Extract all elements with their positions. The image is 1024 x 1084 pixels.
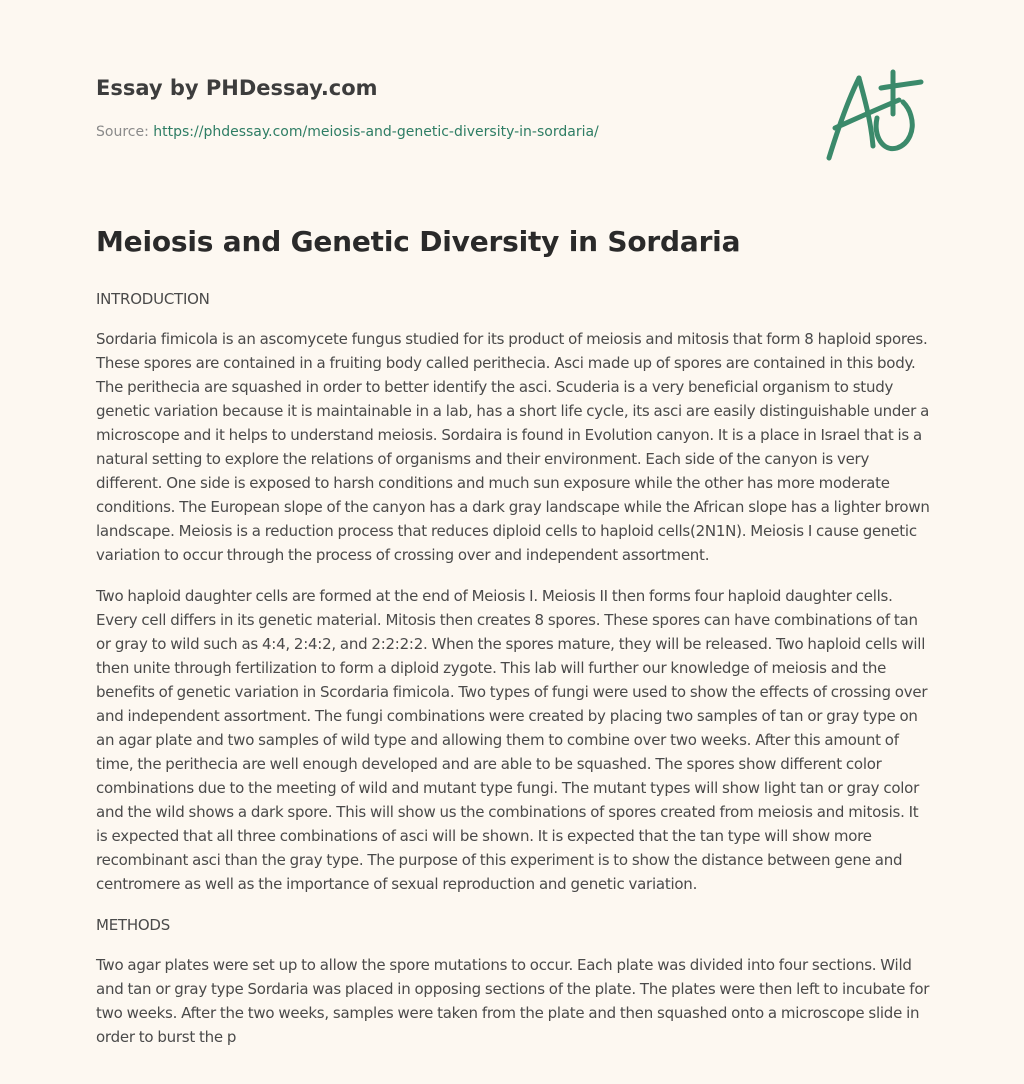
essay-body [96,287,932,1066]
section-heading-methods: METHODS [96,916,170,934]
paragraph: Two agar plates were set up to allow the spore mutations to occur. Each plate was divided into four sections. Wild and tan or gray type Sordaria was placed in opposing sections of the plate. The plates were then left to incubate for two weeks. After the two weeks, samples were taken from the plate and then squashed onto a microscope slide in order to burst the p [96,956,930,1046]
a-plus-logo-icon [823,66,927,166]
source-link[interactable]: https://phdessay.com/meiosis-and-genetic-diversity-in-sordaria/ [153,124,599,140]
section-heading-introduction: INTRODUCTION [96,290,210,308]
paragraph: Two haploid daughter cells are formed at the end of Meiosis I. Meiosis II then forms four haploid daughter cells. Every cell differs in its genetic material. Mitosis then creates 8 spores. These spores can have combinations of tan or gray to wild such as 4:4, 2:4:2, and 2:2:2:2. When the spores mature, they will be released. Two haploid cells will then unite through fertilization to form a diploid zygote. This lab will further our knowledge of meiosis and the benefits of genetic variation in Scordaria fimicola. Two types of fungi were used to show the effects of crossing over and independent assortment. The fungi combinations were created by placing two samples of tan or gray type on an agar plate and two samples of wild type and allowing them to combine over two weeks. After this amount of time, the perithecia are well enough developed and are able to be squashed. The spores show different color combinations due to the meeting of wild and mutant type fungi. The mutant types will show light tan or gray color and the wild shows a dark spore. This will show us the combinations of spores created from meiosis and mitosis. It is expected that all three combinations of asci will be shown. It is expected that the tan type will show more recombinant asci than the gray type. The purpose of this experiment is to show the distance between gene and centromere as well as the importance of sexual reproduction and genetic variation. [96,587,928,893]
source-label: Source: [96,124,149,140]
source-line [96,124,599,140]
site-title: Essay by PHDessay.com [96,76,378,100]
paragraph: Sordaria fimicola is an ascomycete fungus studied for its product of meiosis and mitosis that form 8 haploid spores. These spores are contained in a fruiting body called perithecia. Asci made up of spores are contained in this body. The perithecia are squashed in order to better identify the asci. Scuderia is a very beneficial organism to study genetic variation because it is maintainable in a lab, has a short life cycle, its asci are easily distinguishable under a microscope and it helps to understand meiosis. Sordaira is found in Evolution canyon. It is a place in Israel that is a natural setting to explore the relations of organisms and their environment. Each side of the canyon is very different. One side is exposed to harsh conditions and much sun exposure while the other has more moderate conditions. The European slope of the canyon has a dark gray landscape while the African slope has a lighter brown landscape. Meiosis is a reduction process that reduces diploid cells to haploid cells(2N1N). Meiosis I cause genetic variation to occur through the process of crossing over and independent assortment. [96,330,930,564]
page-title: Meiosis and Genetic Diversity in Sordaria [96,225,741,258]
